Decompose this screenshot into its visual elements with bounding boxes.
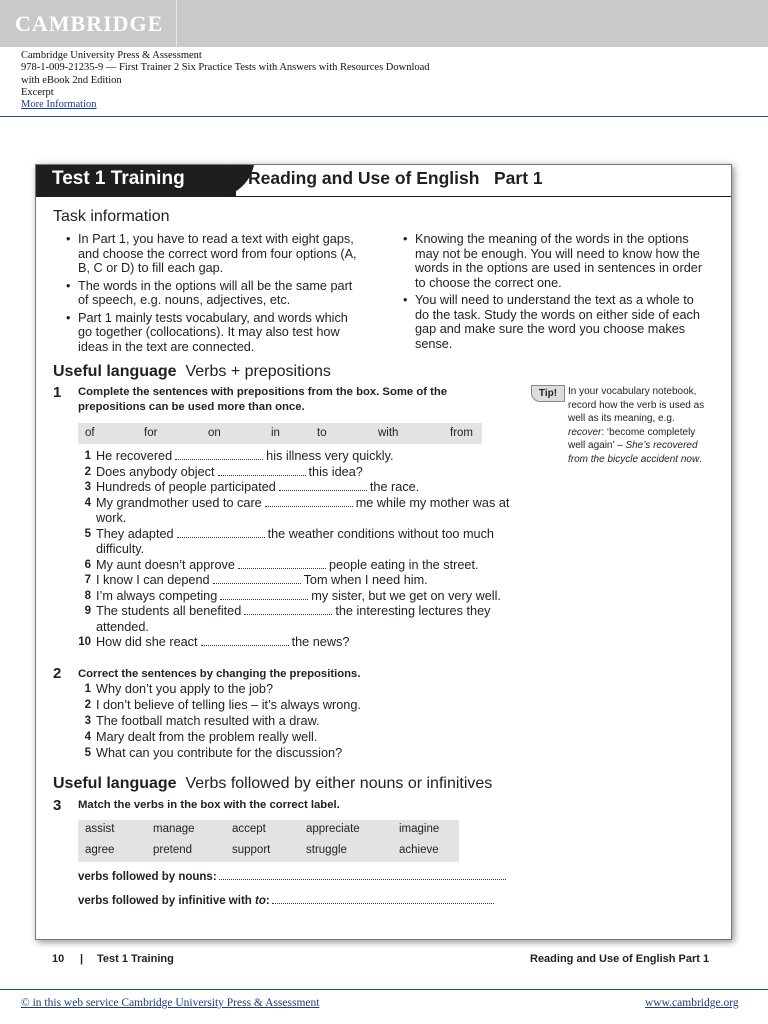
task-bullet: • The words in the options will all be the same part of speech, e.g. nouns, adjectives, etc. (64, 279, 364, 308)
useful-language-heading: Useful language Verbs + prepositions (53, 363, 331, 380)
bottom-rule (0, 989, 768, 990)
footer-separator: | (80, 953, 84, 965)
list-item: 1 He recovered his illness very quickly. (84, 449, 394, 463)
preposition-word: on (208, 427, 221, 439)
task-bullets-left (64, 232, 364, 357)
footer-right-label: Reading and Use of English Part 1 (530, 953, 710, 965)
exercise-instruction: Complete the sentences with prepositions from the box. Some of the prepositions can be used more than once. (78, 386, 448, 413)
book-page (35, 164, 732, 940)
exercise-number: 3 (53, 797, 62, 814)
isbn-line-2: with eBook 2nd Edition (21, 74, 122, 86)
page-title: Test 1 Training (52, 168, 185, 189)
infinitive-answer-line: verbs followed by infinitive with to: (78, 894, 497, 907)
cambridge-logo: CAMBRIDGE (15, 11, 164, 36)
verb-word: imagine (399, 823, 440, 835)
task-bullet: • Knowing the meaning of the words in the options may not be enough. You will need to know how the words in the options are used in sentences in order to choose the correct one. (401, 232, 711, 290)
logo-separator (176, 0, 177, 47)
more-information-link[interactable]: More Information (21, 99, 97, 111)
list-item: 3 The football match resulted with a draw. (84, 714, 320, 728)
nouns-answer-line: verbs followed by nouns: (78, 870, 509, 883)
book-metadata (21, 50, 430, 111)
isbn-line: 978-1-009-21235-9 — First Trainer 2 Six Practice Tests with Answers with Resources Download (21, 62, 430, 74)
excerpt-label: Excerpt (21, 86, 54, 98)
task-bullet: • Part 1 mainly tests vocabulary, and words which go together (collocations). It may also test how ideas in the text are connected. (64, 311, 364, 355)
exercise-instruction: Match the verbs in the box with the correct label. (78, 799, 340, 811)
preposition-word: from (450, 427, 473, 439)
verb-word: manage (153, 823, 195, 835)
list-item: 6 My aunt doesn’t approve people eating in the street. (84, 557, 479, 572)
top-rule (0, 116, 768, 117)
exercise-1-list (78, 449, 518, 651)
verb-word: assist (85, 823, 115, 835)
page-subtitle: Reading and Use of English Part 1 (248, 168, 543, 188)
preposition-word: in (271, 427, 280, 439)
tip-text: In your vocabulary notebook, record how the verb is used as well as its meaning, e.g. recover: ‘become completely well again’ – She’s recovered from the bicycle accident now. (568, 386, 705, 465)
task-bullets-right (401, 232, 711, 354)
verb-word: appreciate (306, 823, 360, 835)
list-item: 7 I know I can depend Tom when I need him. (84, 573, 428, 587)
task-bullet: • In Part 1, you have to read a text with eight gaps, and choose the correct word from four options (A, B, C or D) to fill each gap. (64, 232, 364, 276)
page-number: 10 (52, 953, 65, 965)
preposition-word: of (85, 427, 95, 439)
exercise-number: 2 (53, 665, 62, 682)
page-header (36, 165, 731, 197)
verb-word: accept (232, 823, 266, 835)
list-item: 4 Mary dealt from the problem really well. (84, 730, 318, 744)
list-item: 3 Hundreds of people participated the race. (84, 480, 420, 494)
verbs-box (78, 820, 459, 862)
list-item: 8 I’m always competing my sister, but we get on very well. (84, 588, 501, 603)
verb-word: support (232, 844, 271, 856)
list-item: 1 Why don’t you apply to the job? (84, 682, 274, 696)
verb-word: agree (85, 844, 115, 856)
preposition-word: for (144, 427, 158, 439)
useful-language-heading: Useful language Verbs followed by either nouns or infinitives (53, 775, 493, 792)
list-item: 2 I don’t believe of telling lies – it’s always wrong. (84, 698, 361, 712)
preposition-word: to (317, 427, 327, 439)
cambridge-site-link[interactable]: www.cambridge.org (645, 997, 739, 1009)
list-item: 2 Does anybody object this idea? (84, 464, 363, 479)
top-bar (0, 0, 768, 47)
list-item: 10 How did she react the news? (78, 635, 350, 649)
list-item: 4 My grandmother used to care me while my mother was at work. (84, 495, 510, 525)
task-bullet: • You will need to understand the text as a whole to do the task. Study the words on either side of each gap and make sure the word you choose makes sense. (401, 293, 711, 351)
exercise-2-list (78, 681, 518, 761)
verb-word: pretend (153, 844, 193, 856)
prepositions-box (78, 423, 482, 444)
list-item: 9 The students all benefited the interesting lectures they attended. (84, 604, 491, 634)
tip-badge: Tip! (531, 385, 565, 402)
exercise-instruction: Correct the sentences by changing the prepositions. (78, 668, 361, 680)
preposition-word: with (378, 427, 399, 439)
footer-left-label: Test 1 Training (97, 953, 174, 965)
task-information-heading: Task information (53, 208, 170, 225)
copyright-link[interactable]: © in this web service Cambridge University Press & Assessment (21, 997, 320, 1009)
list-item: 5 What can you contribute for the discussion? (84, 746, 343, 760)
verb-word: achieve (399, 844, 439, 856)
list-item: 5 They adapted the weather conditions without too much difficulty. (84, 526, 494, 556)
exercise-number: 1 (53, 384, 62, 401)
publisher-line: Cambridge University Press & Assessment (21, 50, 202, 61)
verb-word: struggle (306, 844, 347, 856)
